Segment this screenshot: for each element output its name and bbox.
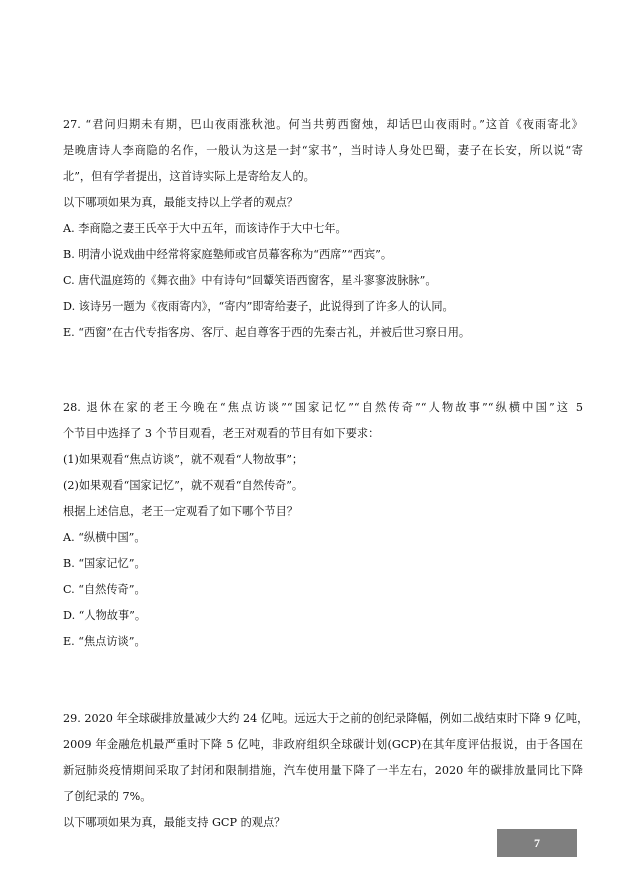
question-29-prompt: 以下哪项如果为真，最能支持 GCP 的观点？ (63, 816, 286, 829)
question-29-stem-line-1: 29. 2020 年全球碳排放量减少大约 24 亿吨。远远大于之前的创纪录降幅，例如二战结束时下降 9 亿吨， (63, 712, 589, 725)
question-28-condition-1: (1)如果观看“焦点访谈”，就不观看“人物故事”； (63, 453, 304, 466)
question-27 (63, 112, 583, 346)
question-27-option-e: E. “西窗”在古代专指客房、客厅、起自尊客于西的先秦古礼，并被后世习察日用。 (63, 326, 471, 339)
question-27-option-b: B. 明清小说戏曲中经常将家庭塾师或官员幕客称为“西席”“西宾”。 (63, 248, 393, 261)
question-28-stem-line-2: 个节目中选择了 3 个节目观看，老王对观看的节目有如下要求： (63, 427, 380, 440)
question-28 (63, 395, 583, 655)
question-29-stem-line-3: 新冠肺炎疫情期间采取了封闭和限制措施，汽车使用量下降了一半左右，2020 年的碳排放量同比下降 (63, 764, 583, 777)
question-28-option-d: D. “人物故事”。 (63, 609, 147, 622)
question-27-stem-line-2: 是晚唐诗人李商隐的名作，一般认为这是一封“家书”，当时诗人身处巴蜀，妻子在长安，所以说“寄 (63, 144, 583, 157)
page-number: 7 (534, 835, 540, 850)
question-28-stem-line-1: 28. 退休在家的老王今晚在“焦点访谈”“国家记忆”“自然传奇”“人物故事”“纵横中国”这 5 (63, 401, 583, 414)
question-29 (63, 706, 589, 836)
question-27-option-d: D. 该诗另一题为《夜雨寄内》，“寄内”即寄给妻子，此说得到了许多人的认同。 (63, 300, 454, 313)
question-27-prompt: 以下哪项如果为真，最能支持以上学者的观点？ (63, 196, 298, 209)
question-29-stem-line-2: 2009 年金融危机最严重时下降 5 亿吨，非政府组织全球碳计划(GCP)在其年度评估报说，由于各国在 (63, 738, 583, 751)
question-28-option-e: E. “焦点访谈”。 (63, 635, 146, 648)
page-number-badge (497, 829, 577, 857)
question-29-stem-line-4: 了创纪录的 7%。 (63, 790, 152, 803)
question-27-stem-line-1: 27. “君问归期未有期，巴山夜雨涨秋池。何当共剪西窗烛，却话巴山夜雨时。”这首《夜雨寄北》 (63, 118, 583, 131)
question-27-option-a: A. 李商隐之妻王氏卒于大中五年，而该诗作于大中七年。 (63, 222, 347, 235)
question-27-stem-line-3: 北”，但有学者提出，这首诗实际上是寄给友人的。 (63, 170, 315, 183)
question-28-condition-2: (2)如果观看“国家记忆”，就不观看“自然传奇”。 (63, 479, 304, 492)
question-28-option-c: C. “自然传奇”。 (63, 583, 146, 596)
question-28-prompt: 根据上述信息，老王一定观看了如下哪个节目？ (63, 505, 298, 518)
question-28-option-b: B. “国家记忆”。 (63, 557, 146, 570)
question-28-option-a: A. “纵横中国”。 (63, 531, 146, 544)
question-27-option-c: C. 唐代温庭筠的《舞衣曲》中有诗句“回颦笑语西窗客，星斗寥寥波脉脉”。 (63, 274, 437, 287)
